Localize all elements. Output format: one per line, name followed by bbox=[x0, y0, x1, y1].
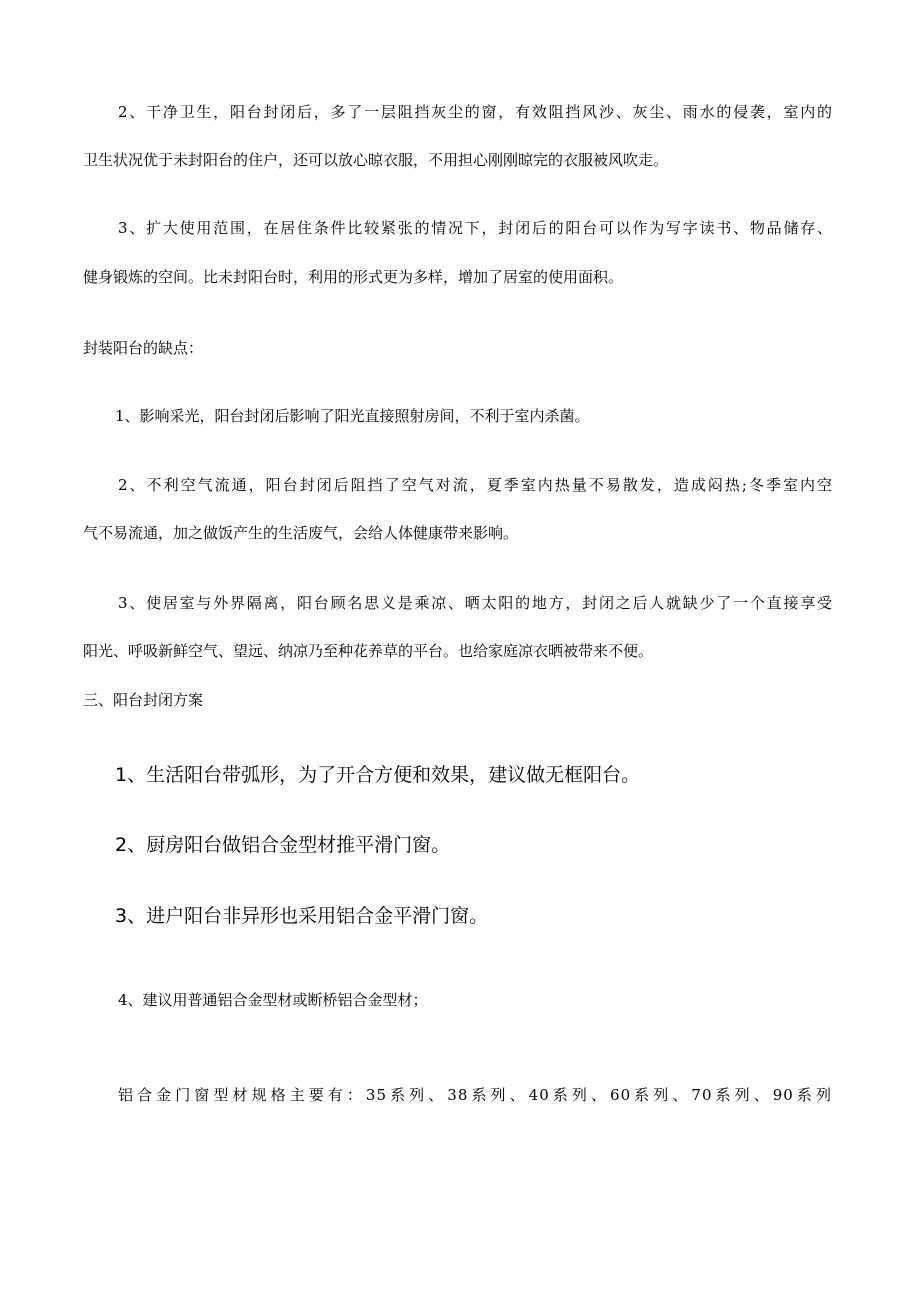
disadvantage-airflow-line2: 气不易流通，加之做饭产生的生活废气，会给人体健康带来影响。 bbox=[83, 524, 519, 542]
disadvantage-lighting-line1: 1、影响采光，阳台封闭后影响了阳光直接照射房间，不利于室内杀菌。 bbox=[115, 407, 590, 425]
plan-item-1: 1、生活阳台带弧形，为了开合方便和效果，建议做无框阳台。 bbox=[115, 764, 641, 786]
plan-item-3: 3、进户阳台非异形也采用铝合金平滑门窗。 bbox=[115, 905, 489, 927]
disadvantage-isolation-line2: 阳光、呼吸新鲜空气、望远、纳凉乃至种花养草的平台。也给家庭凉衣晒被带来不便。 bbox=[83, 642, 654, 660]
disadvantage-airflow-line1: 2、不利空气流通，阳台封闭后阻挡了空气对流，夏季室内热量不易散发，造成闷热;冬季室内空 bbox=[118, 476, 832, 494]
paragraph-clean-line1: 2、干净卫生，阳台封闭后，多了一层阻挡灰尘的窗，有效阻挡风沙、灰尘、雨水的侵袭，室内的 bbox=[118, 103, 832, 121]
specs-line: 铝合金门窗型材规格主要有：35系列、38系列、40系列、60系列、70系列、90系列 bbox=[118, 1086, 832, 1104]
paragraph-space-line2: 健身锻炼的空间。比未封阳台时，利用的形式更为多样，增加了居室的使用面积。 bbox=[83, 268, 624, 286]
disadvantage-isolation-line1: 3、使居室与外界隔离，阳台顾名思义是乘凉、晒太阳的地方，封闭之后人就缺少了一个直接享受 bbox=[118, 594, 832, 612]
disadvantages-heading: 封装阳台的缺点： bbox=[83, 339, 204, 357]
plan-heading: 三、阳台封闭方案 bbox=[83, 691, 204, 709]
plan-item-4: 4、建议用普通铝合金型材或断桥铝合金型材； bbox=[118, 991, 428, 1009]
paragraph-clean-line2: 卫生状况优于未封阳台的住户，还可以放心晾衣服，不用担心刚刚晾完的衣服被风吹走。 bbox=[83, 151, 669, 169]
plan-item-2: 2、厨房阳台做铝合金型材推平滑门窗。 bbox=[115, 834, 451, 856]
paragraph-space-line1: 3、扩大使用范围，在居住条件比较紧张的情况下，封闭后的阳台可以作为写字读书、物品储存、 bbox=[118, 219, 832, 237]
